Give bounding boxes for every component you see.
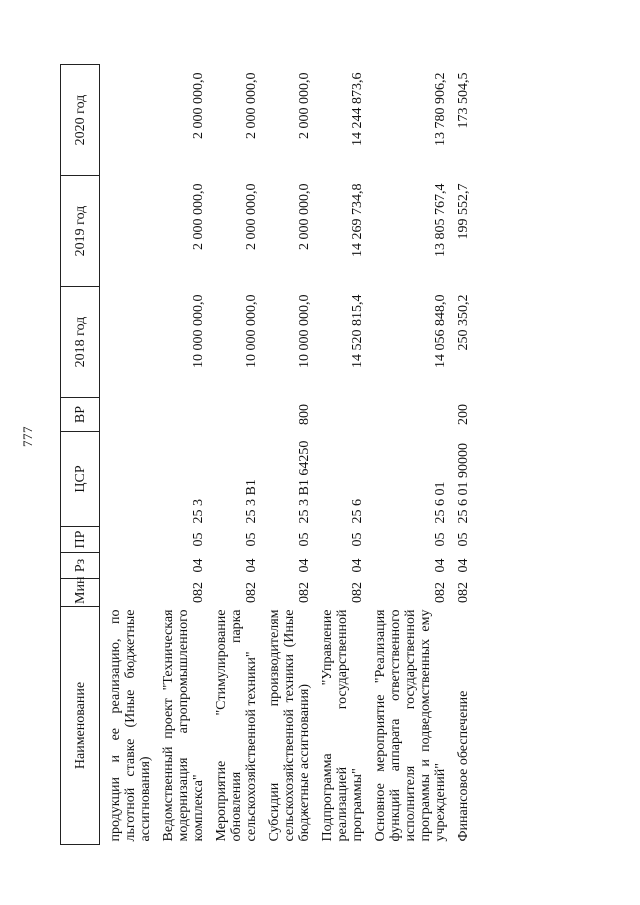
row-2019: 199 552,7 [456,183,471,240]
header-2018: 2018 год [61,287,100,398]
table-row [373,65,448,845]
row-vr: 200 [456,404,471,425]
row-2019: 13 805 767,4 [433,183,448,257]
page-number: 777 [20,426,35,447]
row-2018: 10 000 000,0 [191,294,206,368]
row-min: 082 [191,582,206,603]
row-2020: 2 000 000,0 [297,72,312,139]
row-name: Ведомственный проект "Техническая модернизация агропромышленного комплекса" [161,609,206,842]
row-2019: 14 269 734,8 [350,183,365,257]
row-rz: 04 [191,558,206,573]
row-pr: 05 [297,532,312,547]
row-2018 [108,287,153,398]
header-2020: 2020 год [61,65,100,176]
row-vr [320,398,365,432]
row-vr [161,398,206,432]
header-pr: ПР [61,527,100,553]
row-rz: 04 [244,558,259,573]
row-min: 082 [244,582,259,603]
header-vr: ВР [61,398,100,432]
table-row [214,65,259,845]
row-rz: 04 [433,558,448,573]
row-2020: 13 780 906,2 [433,72,448,146]
row-2020 [108,65,153,176]
row-name: Финансовое обеспечение [456,690,471,842]
row-csr: 25 3 B1 [244,479,259,524]
table-row [108,65,153,845]
row-vr [214,398,259,432]
row-2018: 10 000 000,0 [244,294,259,368]
row-2019: 2 000 000,0 [191,183,206,250]
row-2020: 2 000 000,0 [191,72,206,139]
row-pr: 05 [456,532,471,547]
row-2018: 250 350,2 [456,294,471,351]
row-min: 082 [433,582,448,603]
row-rz [108,553,153,579]
budget-table-rotated [60,65,600,845]
row-name: Основное мероприятие "Реализация функций аппарата ответственного исполнителя государственной программы и подведомственных ему учреждений" [373,609,448,842]
header-name: Наименование [61,607,100,845]
table-header-row [61,65,100,845]
row-pr: 05 [350,532,365,547]
row-vr: 800 [297,404,312,425]
header-min: Мин [61,579,100,607]
row-2018: 10 000 000,0 [297,294,312,368]
row-csr: 25 3 [191,499,206,524]
row-pr [108,527,153,553]
row-2019: 2 000 000,0 [244,183,259,250]
row-name: Субсидии производителям сельскохозяйственной техники (Иные бюджетные ассигнования) [267,609,312,842]
row-name: Подпрограмма "Управление реализацией государственной программы" [320,609,365,842]
row-min: 082 [297,582,312,603]
row-pr: 05 [244,532,259,547]
row-pr: 05 [433,532,448,547]
row-2018: 14 056 848,0 [433,294,448,368]
header-csr: ЦСР [61,432,100,527]
row-2020: 2 000 000,0 [244,72,259,139]
row-vr [373,398,448,432]
row-csr: 25 6 [350,499,365,524]
row-2018: 14 520 815,4 [350,294,365,368]
row-csr: 25 6 01 90000 [456,443,471,524]
header-rz: Рз [61,553,100,579]
row-pr: 05 [191,532,206,547]
budget-table [60,64,471,845]
row-name: Мероприятие "Стимулирование обновления парка сельскохозяйственной техники" [214,609,259,842]
row-min: 082 [350,582,365,603]
table-row [456,65,471,845]
row-min: 082 [456,582,471,603]
table-row [267,65,312,845]
row-vr [108,398,153,432]
row-2020: 14 244 873,6 [350,72,365,146]
row-csr: 25 3 B1 64250 [297,440,312,524]
row-csr: 25 6 01 [433,481,448,524]
row-name: продукции и ее реализацию, по льготной ставке (Иные бюджетные ассигнования) [108,609,153,842]
row-2019: 2 000 000,0 [297,183,312,250]
row-min [108,579,153,607]
row-rz: 04 [297,558,312,573]
row-2020: 173 504,5 [456,72,471,129]
row-rz: 04 [350,558,365,573]
header-2019: 2019 год [61,176,100,287]
row-2019 [108,176,153,287]
table-row [320,65,365,845]
table-row [161,65,206,845]
row-csr [108,432,153,527]
row-rz: 04 [456,558,471,573]
